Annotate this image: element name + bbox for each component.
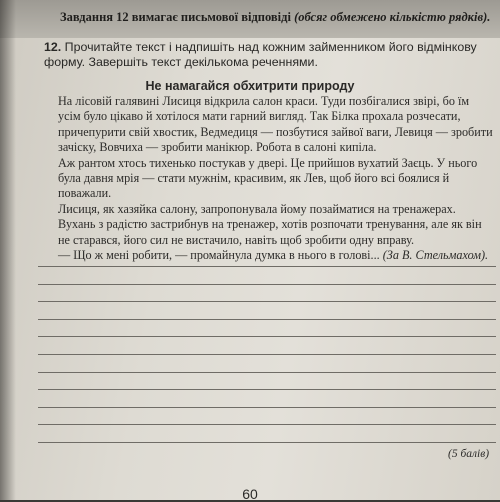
story-text <box>44 94 494 263</box>
story-dialogue: — Що ж мені робити, — промайнула думка в нього в голові... <box>58 248 383 263</box>
task-text: Прочитайте текст і надпишіть над кожним займенником його відмінкову форму. Завершіть текст декількома реченнями. <box>44 40 477 69</box>
page-number: 60 <box>242 486 258 502</box>
answer-line[interactable] <box>38 424 496 425</box>
answer-line[interactable] <box>38 319 496 320</box>
header-note: (обсяг обмежено кількістю рядків). <box>294 10 491 24</box>
answer-line[interactable] <box>38 336 496 337</box>
answer-line[interactable] <box>38 266 496 267</box>
story-title: Не намагайся обхитрити природу <box>145 79 355 93</box>
assignment-header <box>60 10 490 25</box>
answer-line[interactable] <box>38 354 496 355</box>
answer-line[interactable] <box>38 301 496 302</box>
header-main: Завдання 12 вимагає письмової відповіді <box>60 10 295 24</box>
task-number: 12. <box>44 40 62 54</box>
page-shadow <box>0 0 16 500</box>
story-last-paragraph <box>44 248 494 263</box>
task-instruction <box>44 40 494 70</box>
story-paragraph: Аж рантом хтось тихенько постукав у двері. Це прийшов вухатий Заєць. У нього була давня мрія — стати мужнім, красивим, як Лев, щоб його всі боялися й поважали. <box>58 155 478 201</box>
answer-line[interactable] <box>38 442 496 443</box>
story-paragraph: Лисиця, як хазяйка салону, запропонувала йому позайматися на тренажерах. Вухань з радістю застрибнув на тренажер, хотів розпочати тренування, але як він не старався, його сил не вистачило, навіть щоб зробити одну вправу. <box>58 201 482 247</box>
answer-line[interactable] <box>38 389 496 390</box>
story-paragraph: На лісовій галявині Лисиця відкрила салон краси. Туди позбігалися звірі, бо їм усім було цікаво й хотілося мати гарний вигляд. Так Білка прохала розчесати, причепурити свій хвостик, Ведмедиця — позбутися зайвої ваги, Левиця — зробити зачіску, Вовчиха — зробити манікюр. Робота в салоні кипіла. <box>58 94 493 155</box>
answer-line[interactable] <box>38 372 496 373</box>
answer-line[interactable] <box>38 407 496 408</box>
answer-line[interactable] <box>38 284 496 285</box>
story-reference: (За В. Стельмахом). <box>382 248 489 263</box>
score-label: (5 балів) <box>448 448 490 460</box>
